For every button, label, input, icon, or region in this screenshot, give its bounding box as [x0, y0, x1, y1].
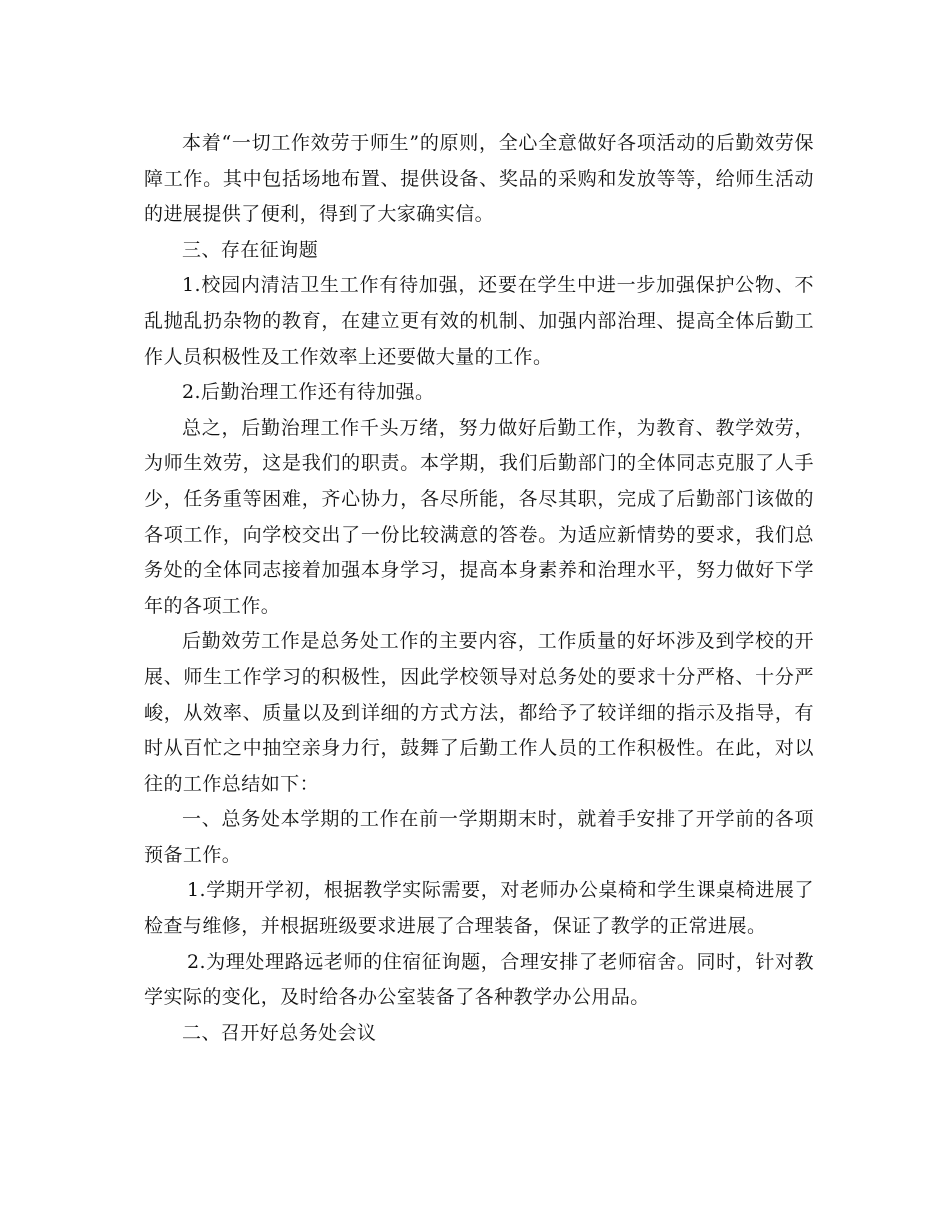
- paragraph-problem-2: 2.后勤治理工作还有待加强。: [182, 381, 435, 404]
- heading-general-affairs-meeting: 二、召开好总务处会议: [182, 1021, 377, 1044]
- paragraph-item-2: 2.为理处理路远老师的住宿征询题，合理安排了老师宿舍。同时，针对教学实际的变化，及时给各办公室装备了各种教学办公用品。: [144, 950, 814, 1009]
- paragraph-summary: 总之，后勤治理工作千头万绪，努力做好后勤工作，为教育、教学效劳，为师生效劳，这是我们的职责。本学期，我们后勤部门的全体同志克服了人手少，任务重等困难，齐心协力，各尽所能，各尽其职，完成了后勤部门该做的各项工作，向学校交出了一份比较满意的答卷。为适应新情势的要求，我们总务处的全体同志接着加强本身学习，提高本身素养和治理水平，努力做好下学年的各项工作。: [144, 416, 814, 617]
- heading-preparation-work: 一、总务处本学期的工作在前一学期期末时，就着手安排了开学前的各项预备工作。: [144, 808, 814, 866]
- paragraph-problem-1: 1.校园内清洁卫生工作有待加强，还要在学生中进一步加强保护公物、不乱抛乱扔杂物的教育，在建立更有效的机制、加强内部治理、提高全体后勤工作人员积极性及工作效率上还要做大量的工作。: [144, 274, 814, 368]
- heading-existing-problems: 三、存在征询题: [182, 238, 319, 261]
- paragraph-item-1: 1.学期开学初，根据教学实际需要，对老师办公桌椅和学生课桌椅进展了检查与维修，并根据班级要求进展了合理装备，保证了教学的正常进展。: [144, 879, 814, 938]
- document-body: [144, 126, 814, 1051]
- paragraph-service-principle: 本着“一切工作效劳于师生”的原则，全心全意做好各项活动的后勤效劳保障工作。其中包括场地布置、提供设备、奖品的采购和发放等等，给师生活动的进展提供了便利，得到了大家确实信。: [144, 132, 814, 226]
- paragraph-logistics-intro: 后勤效劳工作是总务处工作的主要内容，工作质量的好坏涉及到学校的开展、师生工作学习的积极性，因此学校领导对总务处的要求十分严格、十分严峻，从效率、质量以及到详细的方式方法，都给予了较详细的指示及指导，有时从百忙之中抽空亲身力行，鼓舞了后勤工作人员的工作积极性。在此，对以往的工作总结如下：: [144, 630, 814, 795]
